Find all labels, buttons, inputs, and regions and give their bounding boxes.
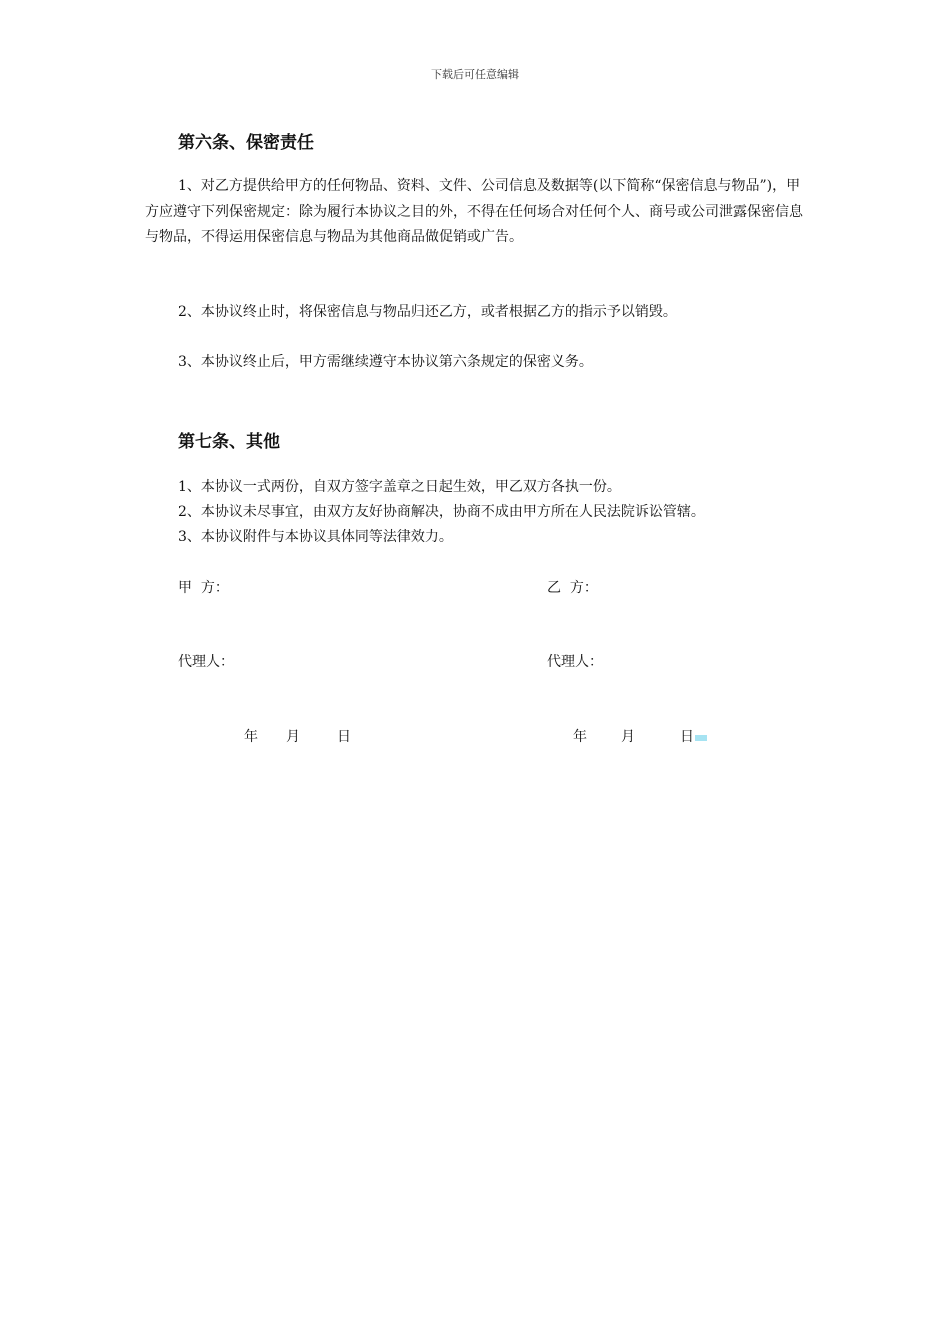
article-6-item-1: 1、对乙方提供给甲方的任何物品、资料、文件、公司信息及数据等(以下简称“保密信息与物品”)，甲方应遵守下列保密规定：除为履行本协议之目的外，不得在任何场合对任何个人、商号或公司泄露保密信息与物品，不得运用保密信息与物品为其他商品做促销或广告。 <box>145 178 803 245</box>
article-6-item-2: 2、本协议终止时，将保密信息与物品归还乙方，或者根据乙方的指示予以销毁。 <box>178 304 677 320</box>
agent-a-label: 代理人： <box>178 654 234 670</box>
date-b-year: 年 <box>573 729 587 745</box>
page-header: 下载后可任意编辑 <box>431 68 519 81</box>
date-a-day: 日 <box>337 729 351 745</box>
party-b-label: 乙 方： <box>547 580 598 596</box>
date-a-year: 年 <box>244 729 258 745</box>
date-b-month: 月 <box>621 729 635 745</box>
article-7-title: 第七条、其他 <box>178 432 280 452</box>
article-6-item-3: 3、本协议终止后，甲方需继续遵守本协议第六条规定的保密义务。 <box>178 354 593 370</box>
article-7-item-2: 2、本协议未尽事宜，由双方友好协商解决，协商不成由甲方所在人民法院诉讼管辖。 <box>178 504 705 520</box>
party-a-label: 甲 方： <box>178 580 229 596</box>
selection-highlight <box>695 735 707 741</box>
article-6-title: 第六条、保密责任 <box>178 133 314 153</box>
agent-b-label: 代理人： <box>547 654 603 670</box>
article-7-item-1: 1、本协议一式两份，自双方签字盖章之日起生效，甲乙双方各执一份。 <box>178 479 621 495</box>
date-b-day: 日 <box>680 729 694 745</box>
article-7-item-3: 3、本协议附件与本协议具体同等法律效力。 <box>178 529 453 545</box>
date-a-month: 月 <box>286 729 300 745</box>
